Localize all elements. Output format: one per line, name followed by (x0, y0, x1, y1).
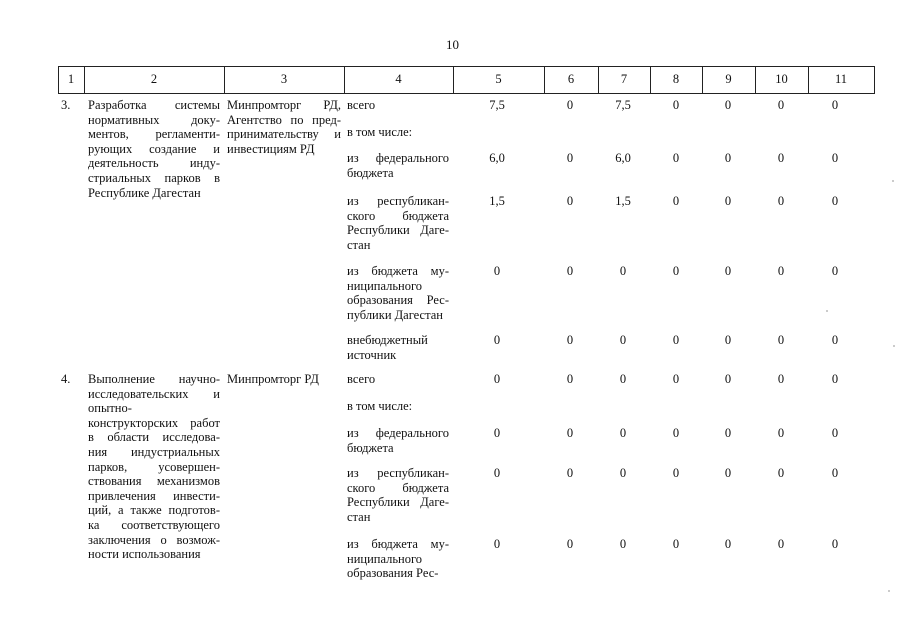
funding-value: 0 (619, 426, 627, 440)
funding-value: 0 (724, 333, 732, 347)
funding-source-label-line: ского бюджета (347, 480, 449, 495)
funding-value: 0 (724, 537, 732, 551)
funding-source-label-line: ниципального (347, 551, 423, 566)
activity-name-line: ния индустриальных (88, 444, 220, 459)
funding-source-label (347, 125, 449, 140)
funding-source-label-line: из республикан- (347, 194, 449, 208)
funding-value: 1,5 (615, 194, 631, 208)
executor (227, 98, 341, 156)
activity-name-line: привлечения инвести- (88, 488, 220, 503)
funding-value: 0 (777, 151, 785, 165)
funding-value: 0 (831, 372, 839, 386)
funding-source-label (347, 537, 449, 581)
funding-value: 0 (724, 466, 732, 480)
funding-value: 0 (672, 151, 680, 165)
funding-value: 0 (493, 537, 501, 551)
funding-value: 0 (619, 466, 627, 480)
funding-value: 0 (493, 426, 501, 440)
funding-value: 7,5 (489, 98, 505, 112)
header-bottom-border (58, 93, 874, 94)
funding-source-label (347, 194, 449, 252)
activity-name-line: нормативных доку- (88, 112, 220, 127)
funding-value: 6,0 (615, 151, 631, 165)
funding-value: 0 (672, 372, 680, 386)
activity-name-line: заключения о возмож- (88, 532, 220, 547)
funding-value: 0 (831, 466, 839, 480)
funding-source-label-line: ниципального (347, 278, 423, 293)
activity-name-line: деятельность инду- (88, 156, 220, 171)
funding-source-label-line: образования Рес- (347, 293, 449, 308)
funding-source-label-line: внебюджетный (347, 333, 428, 347)
activity-name-line: ности использования (88, 547, 201, 562)
funding-value: 0 (831, 426, 839, 440)
funding-value: 0 (672, 194, 680, 208)
scan-speck (826, 310, 828, 312)
funding-value: 0 (493, 264, 501, 278)
funding-value: 0 (777, 264, 785, 278)
activity-name (88, 372, 220, 562)
activity-name-line: ций, а также подготов- (88, 503, 220, 518)
funding-value: 0 (493, 372, 501, 386)
header-divider (874, 66, 875, 94)
funding-value: 0 (831, 151, 839, 165)
funding-value: 0 (724, 372, 732, 386)
activity-name-line: исследовательских и (88, 386, 220, 401)
activity-name-line: стриальных парков в (88, 170, 220, 185)
funding-value: 0 (493, 466, 501, 480)
executor (227, 372, 341, 387)
funding-value: 0 (672, 333, 680, 347)
header-cell-3: 3 (280, 72, 288, 86)
activity-name-line: Республике Дагестан (88, 185, 201, 200)
executor-line: Агентство по пред- (227, 112, 341, 127)
funding-value: 0 (672, 264, 680, 278)
funding-source-label-line: из бюджета му- (347, 264, 449, 278)
scan-speck (893, 345, 895, 347)
funding-value: 0 (566, 98, 574, 112)
funding-value: 0 (566, 333, 574, 347)
activity-name-line: парков, усовершен- (88, 459, 220, 474)
header-cell-5: 5 (495, 72, 502, 86)
funding-source-label-line: публики Дагестан (347, 307, 443, 322)
funding-source-label-line: образования Рес- (347, 566, 439, 581)
funding-source-label (347, 98, 449, 113)
funding-source-label-line: из бюджета му- (347, 537, 449, 551)
scan-speck (888, 590, 890, 592)
page-number: 10 (446, 37, 459, 52)
scan-speck (892, 180, 894, 182)
funding-value: 0 (724, 98, 732, 112)
funding-value: 0 (777, 537, 785, 551)
header-cell-4: 4 (395, 72, 402, 86)
activity-name-line: опытно- (88, 401, 132, 416)
funding-value: 0 (777, 466, 785, 480)
funding-value: 0 (566, 466, 574, 480)
header-cell-9: 9 (725, 72, 732, 86)
funding-value: 0 (619, 333, 627, 347)
funding-value: 0 (619, 537, 627, 551)
funding-value: 0 (566, 372, 574, 386)
funding-source-label (347, 399, 449, 414)
funding-value: 0 (566, 194, 574, 208)
funding-value: 0 (566, 426, 574, 440)
funding-value: 0 (619, 372, 627, 386)
funding-value: 7,5 (615, 98, 631, 112)
funding-value: 0 (831, 264, 839, 278)
activity-name-line: конструкторских работ (88, 415, 220, 430)
funding-source-label (347, 151, 449, 180)
funding-source-label (347, 426, 449, 455)
funding-source-label-line: стан (347, 237, 371, 252)
funding-source-label-line: из республикан- (347, 466, 449, 480)
header-cell-11: 11 (834, 72, 848, 86)
funding-value: 0 (831, 333, 839, 347)
header-cell-8: 8 (672, 72, 680, 86)
funding-value: 1,5 (489, 194, 505, 208)
funding-value: 6,0 (489, 151, 505, 165)
funding-source-label-line: в том числе: (347, 399, 413, 413)
header-cell-10: 10 (775, 72, 788, 86)
funding-source-label-line: Республики Даге- (347, 495, 449, 510)
activity-name (88, 98, 220, 200)
funding-source-label-line: бюджета (347, 440, 394, 455)
funding-source-label-line: из федерального (347, 426, 449, 440)
activity-name-line: Разработка системы (88, 98, 220, 112)
funding-source-label-line: в том числе: (347, 125, 413, 139)
funding-value: 0 (619, 264, 627, 278)
funding-value: 0 (777, 98, 785, 112)
row-number: 3. (61, 98, 71, 112)
header-cell-1: 1 (67, 72, 75, 86)
row-number: 4. (61, 372, 71, 386)
funding-value: 0 (672, 537, 680, 551)
activity-name-line: ментов, регламенти- (88, 127, 220, 142)
funding-source-label-line: всего (347, 372, 376, 386)
header-top-border (58, 66, 874, 67)
funding-source-label-line: всего (347, 98, 376, 112)
funding-value: 0 (777, 194, 785, 208)
funding-value: 0 (493, 333, 501, 347)
funding-value: 0 (777, 372, 785, 386)
funding-value: 0 (672, 466, 680, 480)
activity-name-line: Выполнение научно- (88, 372, 220, 386)
funding-source-label-line: источник (347, 347, 397, 362)
activity-name-line: рующих создание и (88, 141, 220, 156)
executor-line: Минпромторг РД, (227, 98, 341, 112)
funding-value: 0 (724, 264, 732, 278)
funding-source-label-line: из федерального (347, 151, 449, 165)
executor-line: Минпромторг РД (227, 372, 319, 386)
funding-value: 0 (831, 98, 839, 112)
activity-name-line: ствования механизмов (88, 474, 220, 489)
funding-value: 0 (777, 333, 785, 347)
funding-source-label (347, 333, 449, 362)
header-cell-2: 2 (150, 72, 158, 86)
funding-value: 0 (566, 264, 574, 278)
executor-line: принимательству и (227, 127, 341, 142)
funding-value: 0 (724, 194, 732, 208)
funding-value: 0 (724, 426, 732, 440)
activity-name-line: в области исследова- (88, 430, 220, 445)
funding-source-label-line: бюджета (347, 165, 394, 180)
funding-value: 0 (566, 151, 574, 165)
funding-value: 0 (831, 194, 839, 208)
funding-value: 0 (672, 426, 680, 440)
funding-source-label-line: Республики Даге- (347, 223, 449, 238)
funding-value: 0 (831, 537, 839, 551)
funding-value: 0 (566, 537, 574, 551)
header-cell-6: 6 (567, 72, 575, 86)
funding-value: 0 (724, 151, 732, 165)
activity-name-line: ка соответствующего (88, 517, 220, 532)
funding-value: 0 (777, 426, 785, 440)
funding-source-label (347, 372, 449, 387)
header-cell-7: 7 (620, 72, 628, 86)
funding-value: 0 (672, 98, 680, 112)
executor-line: инвестициям РД (227, 141, 315, 156)
funding-source-label (347, 466, 449, 524)
funding-source-label-line: стан (347, 509, 371, 524)
funding-source-label-line: ского бюджета (347, 208, 449, 223)
funding-source-label (347, 264, 449, 322)
